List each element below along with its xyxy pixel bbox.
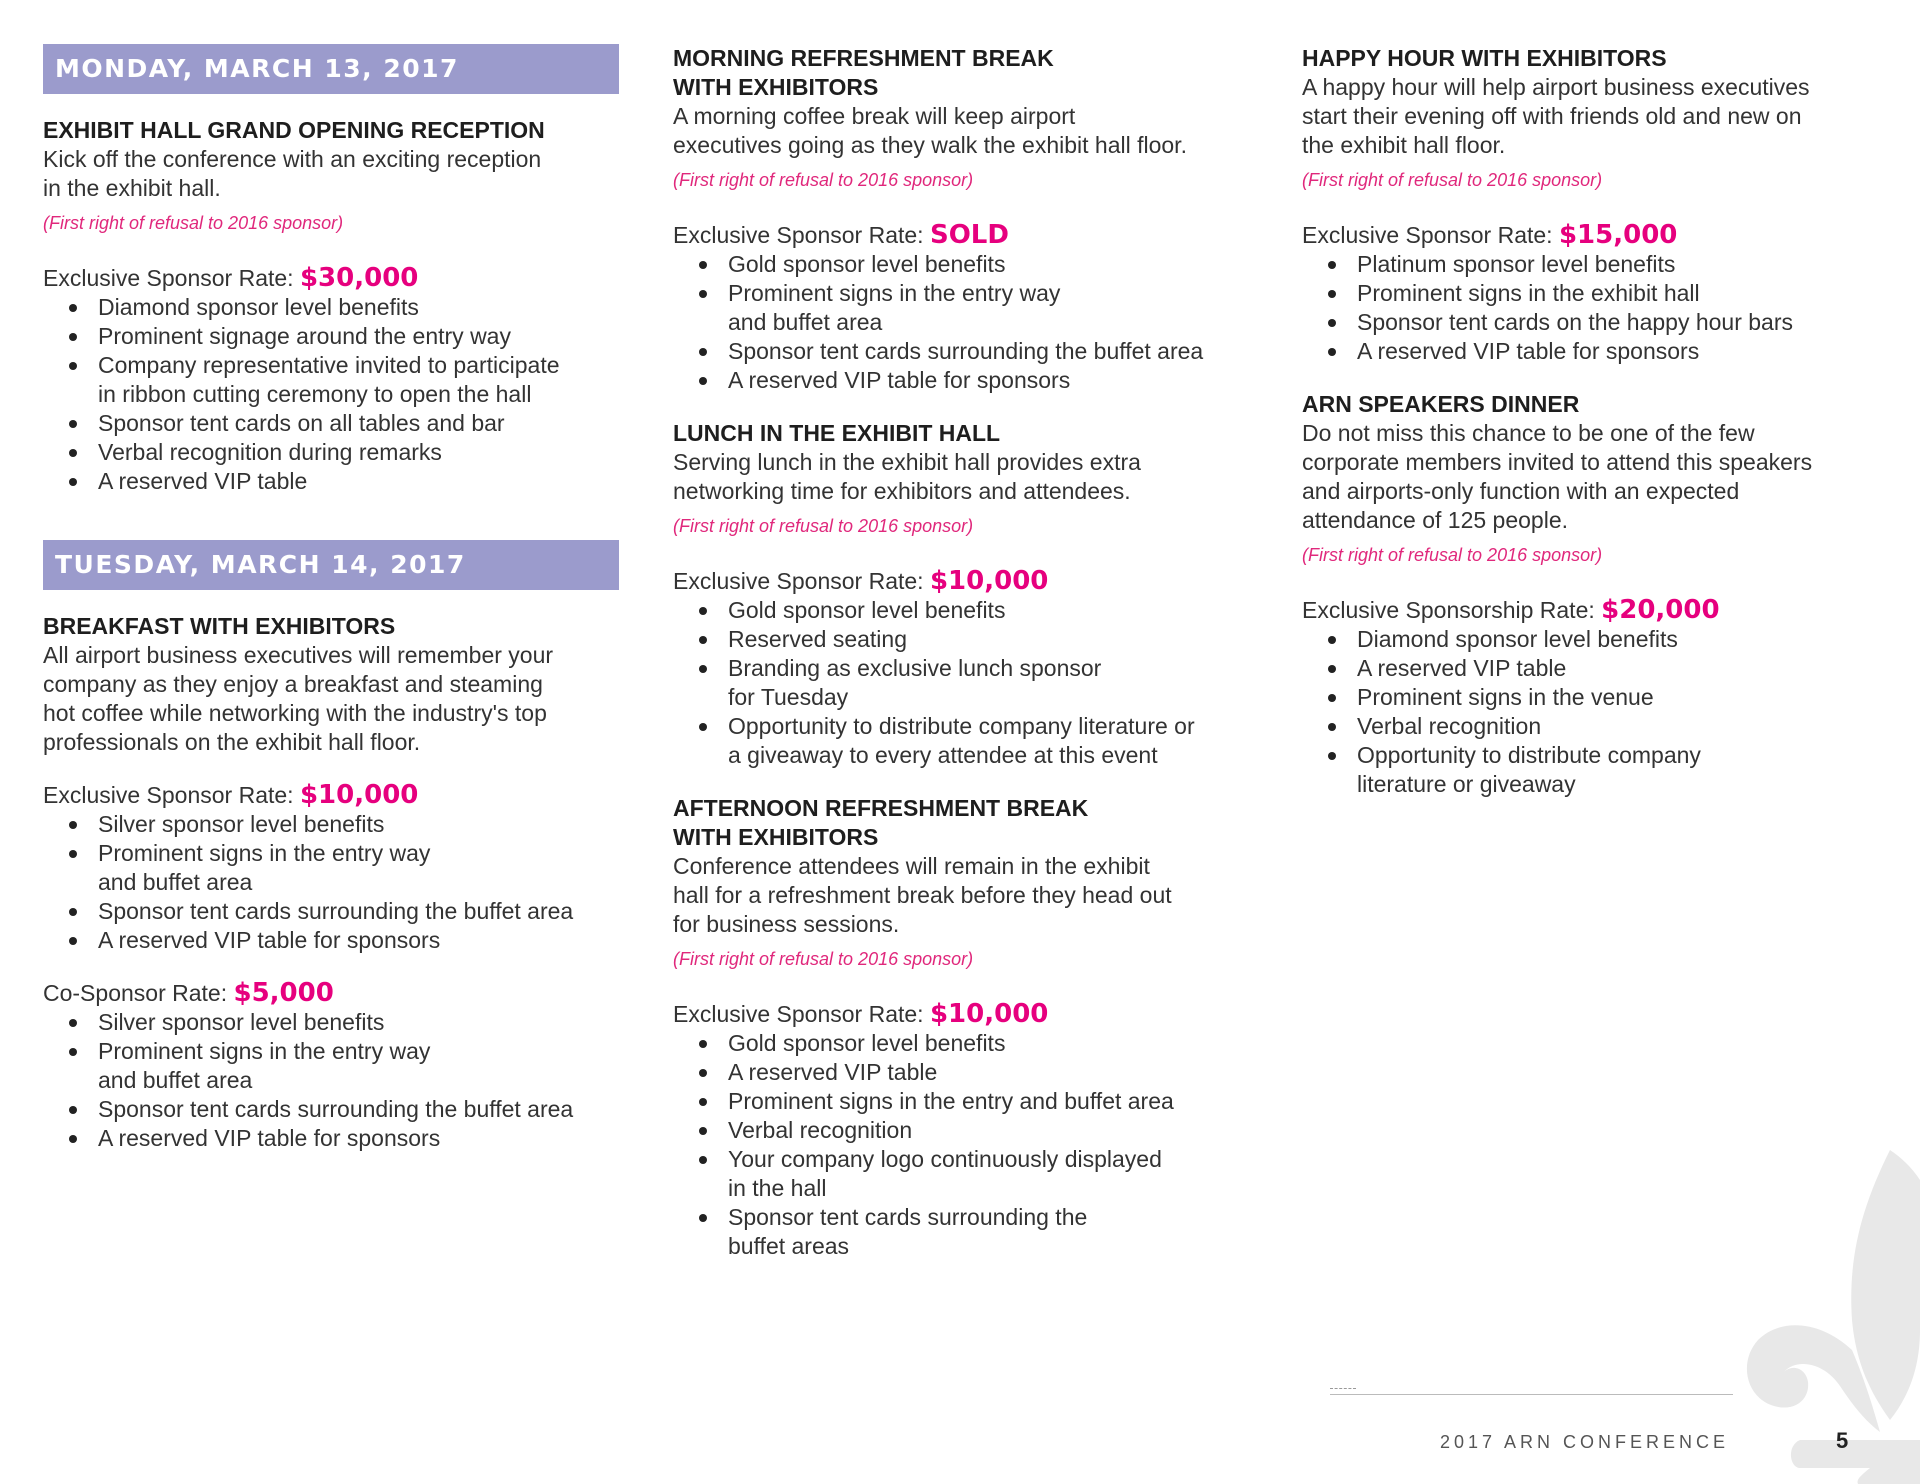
rate-line xyxy=(673,567,1263,596)
page-number: 5 xyxy=(1836,1428,1849,1453)
benefit-item: A reserved VIP table for sponsors xyxy=(43,1124,633,1153)
benefit-list xyxy=(673,250,1263,395)
benefit-item: Gold sponsor level benefits xyxy=(673,596,1263,625)
benefit-item: Prominent signs in the exhibit hall xyxy=(1302,279,1892,308)
benefit-item: Reserved seating xyxy=(673,625,1263,654)
benefit-item: Sponsor tent cards on all tables and bar xyxy=(43,409,633,438)
benefit-item: Sponsor tent cards surrounding the buffet area xyxy=(43,897,633,926)
rate-label: Exclusive Sponsor Rate: xyxy=(673,1001,924,1027)
rate-line xyxy=(43,781,633,810)
benefit-item: Opportunity to distribute company literature or a giveaway to every attendee at this event xyxy=(673,712,1263,770)
fleur-de-lis-icon xyxy=(1740,1150,1920,1484)
section-title: BREAKFAST WITH EXHIBITORS xyxy=(43,613,396,639)
section-description: All airport business executives will remember your company as they enjoy a breakfast and steaming hot coffee while networking with the industry's top professionals on the exhibit hall floor. xyxy=(43,642,554,755)
rate-label: Exclusive Sponsorship Rate: xyxy=(1302,597,1595,623)
section-description: A happy hour will help airport business executives start their evening off with friends old and new on the exhibit hall floor. xyxy=(1302,74,1810,158)
rate-value: $15,000 xyxy=(1558,220,1678,250)
benefit-item: Sponsor tent cards surrounding the buffet area xyxy=(673,337,1263,366)
section-title: EXHIBIT HALL GRAND OPENING RECEPTION xyxy=(43,117,545,143)
section-happy-hour xyxy=(1302,44,1892,366)
benefit-item: A reserved VIP table for sponsors xyxy=(673,366,1263,395)
benefit-item: Opportunity to distribute company literature or giveaway xyxy=(1302,741,1892,799)
section-title: MORNING REFRESHMENT BREAK WITH EXHIBITORS xyxy=(673,45,1054,100)
refusal-note: (First right of refusal to 2016 sponsor) xyxy=(673,516,974,536)
benefit-list xyxy=(43,1008,633,1153)
section-description: A morning coffee break will keep airport executives going as they walk the exhibit hall floor. xyxy=(673,103,1187,158)
section-morning-refreshment-break xyxy=(673,44,1263,395)
day-banner-tuesday: TUESDAY, MARCH 14, 2017 xyxy=(43,540,619,590)
rate-value: $10,000 xyxy=(929,566,1049,596)
benefit-item: Sponsor tent cards surrounding the buffet areas xyxy=(673,1203,1263,1261)
benefit-item: Gold sponsor level benefits xyxy=(673,250,1263,279)
benefit-list xyxy=(673,1029,1263,1261)
benefit-item: A reserved VIP table xyxy=(43,467,633,496)
refusal-note: (First right of refusal to 2016 sponsor) xyxy=(1302,545,1603,565)
benefit-item: Silver sponsor level benefits xyxy=(43,810,633,839)
benefit-item: Sponsor tent cards on the happy hour bars xyxy=(1302,308,1892,337)
benefit-item: Verbal recognition xyxy=(1302,712,1892,741)
footer-dash-divider xyxy=(1330,1388,1356,1389)
benefit-item: Verbal recognition xyxy=(673,1116,1263,1145)
benefit-item: Silver sponsor level benefits xyxy=(43,1008,633,1037)
rate-label: Exclusive Sponsor Rate: xyxy=(673,568,924,594)
benefit-item: Branding as exclusive lunch sponsor for Tuesday xyxy=(673,654,1263,712)
section-exhibit-hall-grand-opening xyxy=(43,116,633,496)
rate-value: $10,000 xyxy=(929,999,1049,1029)
benefit-list xyxy=(1302,625,1892,799)
refusal-note: (First right of refusal to 2016 sponsor) xyxy=(673,949,974,969)
section-title: HAPPY HOUR WITH EXHIBITORS xyxy=(1302,45,1667,71)
section-title: ARN SPEAKERS DINNER xyxy=(1302,391,1580,417)
benefit-item: Gold sponsor level benefits xyxy=(673,1029,1263,1058)
benefit-list xyxy=(43,810,633,955)
benefit-list xyxy=(673,596,1263,770)
benefit-item: Prominent signs in the entry way and buffet area xyxy=(43,1037,633,1095)
benefit-item: Prominent signs in the entry way and buffet area xyxy=(43,839,633,897)
refusal-note: (First right of refusal to 2016 sponsor) xyxy=(1302,170,1603,190)
rate-label: Co-Sponsor Rate: xyxy=(43,980,228,1006)
rate-line xyxy=(673,1000,1263,1029)
benefit-item: A reserved VIP table xyxy=(673,1058,1263,1087)
benefit-item: A reserved VIP table for sponsors xyxy=(43,926,633,955)
refusal-note: (First right of refusal to 2016 sponsor) xyxy=(673,170,974,190)
benefit-item: Verbal recognition during remarks xyxy=(43,438,633,467)
benefit-list xyxy=(43,293,633,496)
benefit-item: Prominent signs in the venue xyxy=(1302,683,1892,712)
section-description: Serving lunch in the exhibit hall provides extra networking time for exhibitors and attendees. xyxy=(673,449,1141,504)
benefit-item: Your company logo continuously displayed in the hall xyxy=(673,1145,1263,1203)
rate-value: $10,000 xyxy=(299,780,419,810)
benefit-list xyxy=(1302,250,1892,366)
section-afternoon-refreshment-break xyxy=(673,794,1263,1261)
benefit-item: Diamond sponsor level benefits xyxy=(1302,625,1892,654)
column-2 xyxy=(673,44,1263,1285)
section-arn-speakers-dinner xyxy=(1302,390,1892,799)
rate-line xyxy=(1302,596,1892,625)
refusal-note: (First right of refusal to 2016 sponsor) xyxy=(43,213,344,233)
section-title: LUNCH IN THE EXHIBIT HALL xyxy=(673,420,1001,446)
section-breakfast-with-exhibitors xyxy=(43,612,633,1153)
rate-value: SOLD xyxy=(929,220,1009,250)
benefit-item: Company representative invited to participate in ribbon cutting ceremony to open the hall xyxy=(43,351,633,409)
footer-rule xyxy=(1330,1394,1733,1395)
rate-label: Exclusive Sponsor Rate: xyxy=(43,782,294,808)
benefit-item: Prominent signs in the entry and buffet area xyxy=(673,1087,1263,1116)
benefit-item: A reserved VIP table for sponsors xyxy=(1302,337,1892,366)
benefit-item: Platinum sponsor level benefits xyxy=(1302,250,1892,279)
column-3 xyxy=(1302,44,1892,823)
rate-line xyxy=(673,221,1263,250)
benefit-item: Prominent signage around the entry way xyxy=(43,322,633,351)
rate-value: $20,000 xyxy=(1601,595,1720,625)
rate-line xyxy=(43,979,633,1008)
rate-label: Exclusive Sponsor Rate: xyxy=(43,265,294,291)
rate-value: $5,000 xyxy=(233,978,334,1008)
section-title: AFTERNOON REFRESHMENT BREAK WITH EXHIBITORS xyxy=(673,795,1089,850)
rate-label: Exclusive Sponsor Rate: xyxy=(1302,222,1553,248)
footer-conference-label: 2017 ARN CONFERENCE xyxy=(1440,1432,1730,1452)
section-description: Kick off the conference with an exciting reception in the exhibit hall. xyxy=(43,146,542,201)
section-description: Do not miss this chance to be one of the few corporate members invited to attend this speakers and airports-only function with an expected attendance of 125 people. xyxy=(1302,420,1813,533)
column-1 xyxy=(43,44,633,1177)
rate-line xyxy=(1302,221,1892,250)
benefit-item: A reserved VIP table xyxy=(1302,654,1892,683)
section-description: Conference attendees will remain in the exhibit hall for a refreshment break before they head out for business sessions. xyxy=(673,853,1172,937)
rate-label: Exclusive Sponsor Rate: xyxy=(673,222,924,248)
benefit-item: Sponsor tent cards surrounding the buffet area xyxy=(43,1095,633,1124)
benefit-item: Diamond sponsor level benefits xyxy=(43,293,633,322)
section-lunch-in-exhibit-hall xyxy=(673,419,1263,770)
rate-value: $30,000 xyxy=(299,263,419,293)
day-banner-monday: MONDAY, MARCH 13, 2017 xyxy=(43,44,619,94)
benefit-item: Prominent signs in the entry way and buffet area xyxy=(673,279,1263,337)
rate-line xyxy=(43,264,633,293)
